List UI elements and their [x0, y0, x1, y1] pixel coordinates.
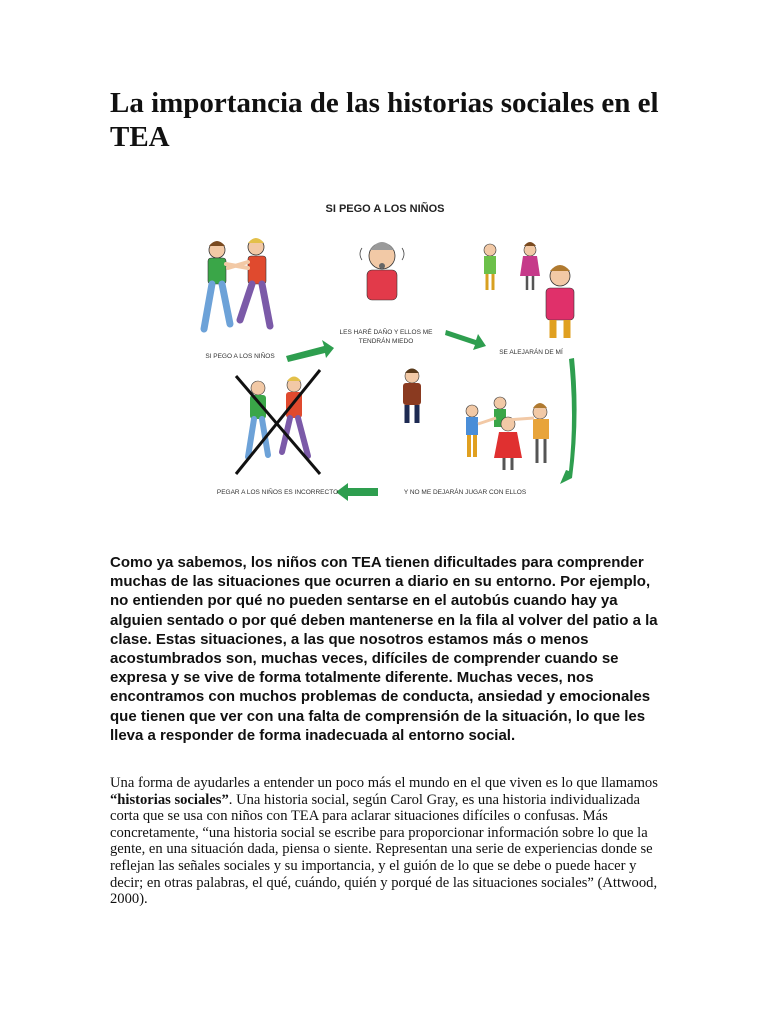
historias-sociales-term: “historias sociales”: [110, 791, 229, 808]
figure-label-step2: LES HARÉ DAÑO Y ELLOS ME TENDRÁN MIEDO: [339, 329, 433, 345]
intro-bold-paragraph: Como ya sabemos, los niños con TEA tienen dificultades para comprender muchas de las situaciones que ocurren a diario en su entorno. Por ejemplo, no entienden por qué no pueden sentarse en el autobús cuando hay ya alguien sentado o por qué deben mantenerse en la fila al volver del patio a la clase. Estas situaciones, a las que nosotros estamos más o menos acostumbrados son, muchas veces, difíciles de comprender cuando se expresa y se vive de forma totalmente diferente. Muchas veces, nos encontramos con muchos problemas de conducta, ansiedad y emocionales que tienen que ver con una falta de comprensión de la situación, lo que les lleva a responder de forma inadecuada al entorno social.: [110, 554, 658, 744]
figure-label-step5: PEGAR A LOS NIÑOS ES INCORRECTO: [216, 489, 339, 496]
social-story-figure: [190, 198, 580, 508]
children-fighting-illustration: [204, 238, 270, 329]
crossed-out-fighting-illustration: [236, 370, 320, 474]
figure-label-step4: Y NO ME DEJARÁN JUGAR CON ELLOS: [403, 489, 527, 496]
children-playing-illustration: [466, 397, 549, 470]
social-stories-paragraph: [110, 775, 662, 908]
child-alone-illustration: [403, 369, 421, 424]
child-thinking-illustration: [360, 242, 404, 300]
figure-title: SI PEGO A LOS NIÑOS: [325, 203, 445, 215]
figure-label-step1: SI PEGO A LOS NIÑOS: [205, 353, 275, 360]
figure-label-step3: SE ALEJARÁN DE MÍ: [499, 349, 563, 356]
page-title: La importancia de las historias sociales en el TEA: [110, 87, 659, 153]
children-moving-away-illustration: [484, 242, 574, 338]
paragraph-part-1: Una forma de ayudarles a entender un poco más el mundo en el que viven es lo que llamamos: [110, 775, 658, 791]
paragraph-part-2: . Una historia social, según Carol Gray, es una historia individualizada corta que se usa con niños con TEA para aclarar situaciones difíciles o confusas. Más concretamente, “una historia social se escribe para proporcionar información sobre lo que la gente, en una situación dada, piensa o siente. Representan una serie de experiencias donde se reflejan las señales sociales y su importancia, y el guión de lo que se debe o puede hacer y decir; en otras palabras, el qué, cuándo, quién y porqué de las situaciones sociales” (Attwood, 2000).: [110, 791, 658, 908]
